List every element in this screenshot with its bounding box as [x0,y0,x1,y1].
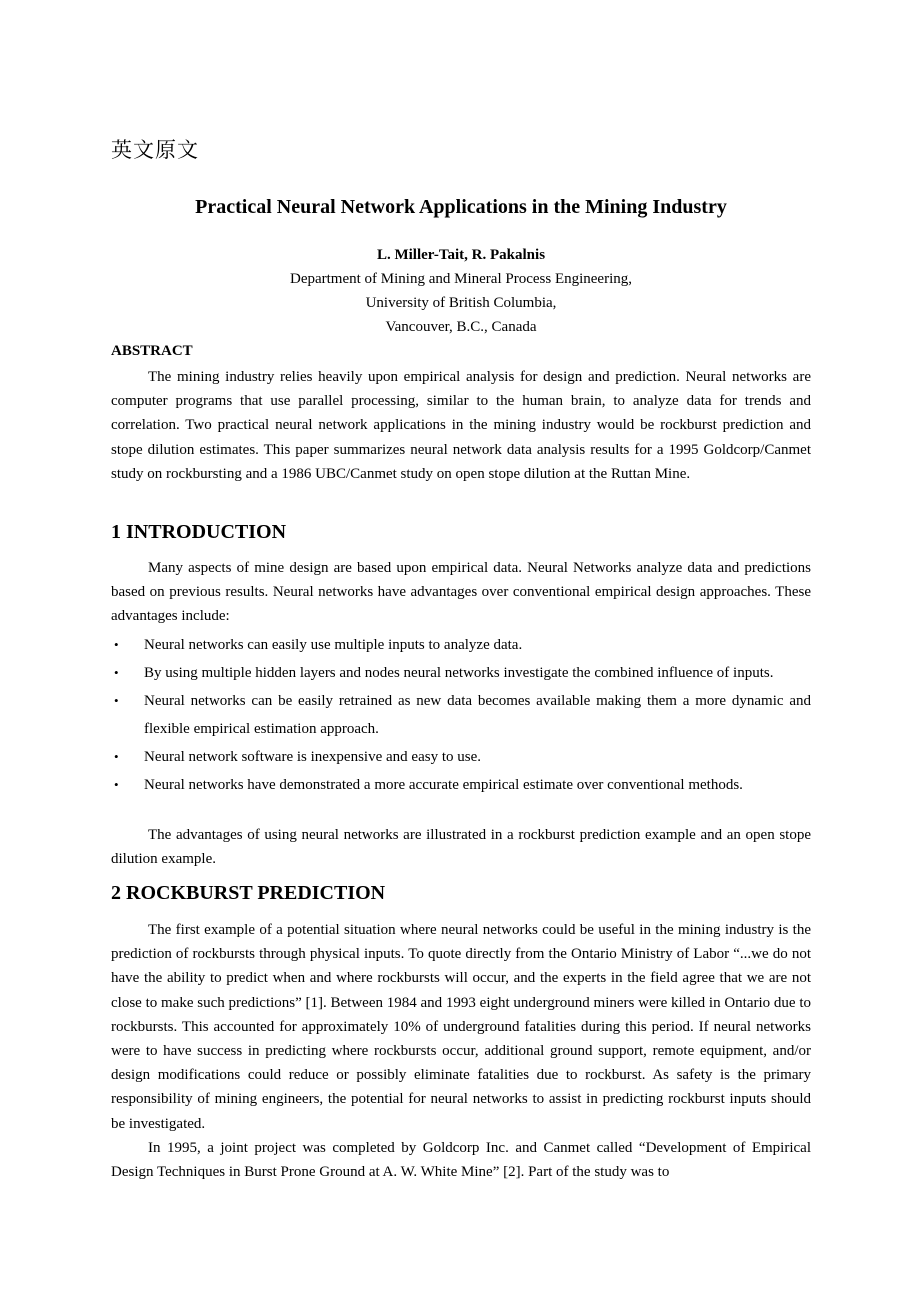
rockburst-paragraph-1: The first example of a potential situation where neural networks could be useful in the mining industry is the prediction of rockbursts through physical inputs. To quote directly from the Ontario Ministry of Labor “...we do not have the ability to predict when and where rockbursts will occur, and the experts in the field agree that we are not close to make such predictions” [1]. Between 1984 and 1993 eight underground miners were killed in Ontario due to rockbursts. This accounted for approximately 10% of underground fatalities during this period. If neural networks were to have success in predicting where rockbursts occur, additional ground support, remote equipment, and/or design modifications could reduce or possibly eliminate fatalities due to rockburst. As safety is the primary responsibility of mining engineers, the potential for neural networks to assist in predicting rockburst inputs should be investigated. [111,922,811,1132]
list-item [111,659,811,687]
introduction-body [111,556,811,629]
section-heading-introduction: 1 INTRODUCTION [111,521,287,543]
introduction-closing [111,823,811,871]
bullet-icon: • [114,749,119,764]
closing-paragraph: The advantages of using neural networks are illustrated in a rockburst prediction example and an open stope dilution example. [111,827,811,868]
bullet-icon: • [114,693,119,708]
abstract-paragraph: The mining industry relies heavily upon empirical analysis for design and prediction. Neural networks are computer programs that use parallel processing, similar to the human brain, to analyze data for trends and correlation. Two practical neural network applications in the mining industry would be rockburst prediction and stope dilution estimates. This paper summarizes neural network data analysis results for a 1995 Goldcorp/Canmet study on rockbursting and a 1986 UBC/Canmet study on open stope dilution at the Ruttan Mine. [111,369,811,482]
list-item [111,743,811,771]
list-item-text: Neural networks can easily use multiple inputs to analyze data. [144,637,523,653]
abstract-label: ABSTRACT [111,343,193,359]
list-item [111,771,811,799]
list-item [111,687,811,743]
section-heading-rockburst: 2 ROCKBURST PREDICTION [111,882,386,904]
bullet-icon: • [114,665,119,680]
list-item-text: Neural networks can be easily retrained as new data becomes available making them a more dynamic and flexible empirical estimation approach. [144,693,811,737]
list-item-text: Neural networks have demonstrated a more accurate empirical estimate over conventional methods. [144,777,743,793]
list-item-text: By using multiple hidden layers and nodes neural networks investigate the combined influence of inputs. [144,665,774,681]
chinese-heading: 英文原文 [111,138,199,162]
authors: L. Miller-Tait, R. Pakalnis [376,247,546,263]
introduction-paragraph: Many aspects of mine design are based upon empirical data. Neural Networks analyze data and predictions based on previous results. Neural networks have advantages over conventional empirical design approaches. These advantages include: [111,560,811,625]
bullet-icon: • [114,777,119,792]
list-item-text: Neural network software is inexpensive and easy to use. [144,749,481,765]
rockburst-paragraph-2: In 1995, a joint project was completed by Goldcorp Inc. and Canmet called “Development of Empirical Design Techniques in Burst Prone Ground at A. W. White Mine” [2]. Part of the study was to [111,1139,811,1181]
affiliation-line-2: University of British Columbia, [365,295,557,311]
affiliation-line-3: Vancouver, B.C., Canada [385,319,537,335]
affiliation-line-1: Department of Mining and Mineral Process Engineering, [290,271,632,287]
advantages-list [111,631,811,799]
abstract-body [111,365,811,486]
list-item [111,631,811,659]
bullet-icon: • [114,637,119,652]
paper-title: Practical Neural Network Applications in the Mining Industry [195,196,727,218]
rockburst-body [111,918,811,1184]
